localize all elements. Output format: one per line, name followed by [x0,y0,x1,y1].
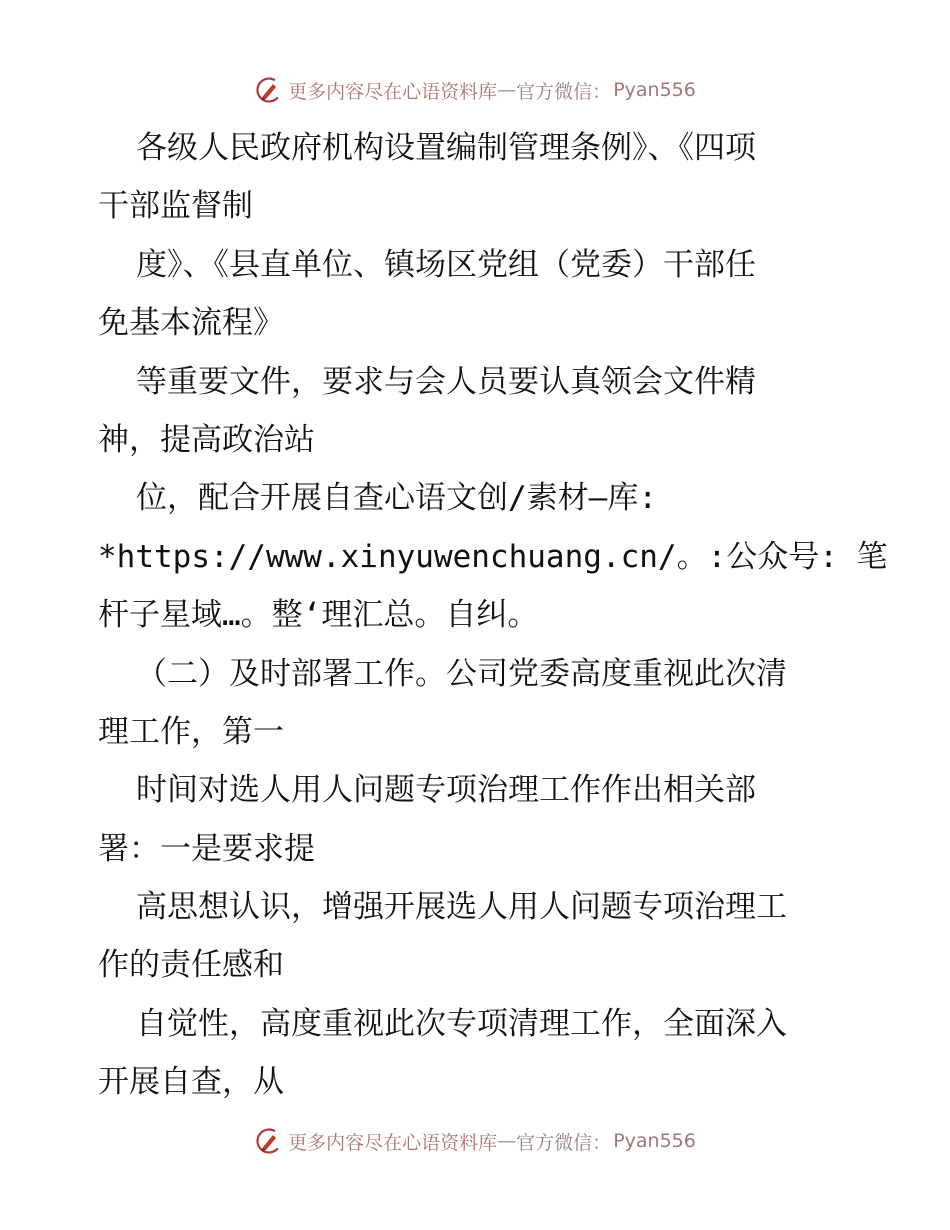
watermark-wechat-handle: Pyan556 [613,1130,696,1152]
watermark-main-text: 更多内容尽在心语资料库 [288,80,498,103]
text-line: 神，提高政治站 [98,421,315,458]
watermark-wechat-handle: Pyan556 [613,79,696,101]
text-line: 开展自查，从 [98,1064,284,1101]
text-line: 高思想认识，增强开展选人用人问题专项治理工 [136,889,787,926]
text-line: 作的责任感和 [98,947,284,984]
text-line: 等重要文件，要求与会人员要认真领会文件精 [136,363,756,400]
text-line: 杆子星域…。整‘理汇总。自纠。 [98,597,539,634]
watermark-dash: — [497,1130,517,1152]
text-line: 各级人民政府机构设置编制管理条例》、《四项 [136,130,756,166]
text-line: 自觉性，高度重视此次专项清理工作，全面深入 [136,1005,787,1042]
text-line: 干部监督制 [98,188,253,225]
watermark-main-text: 更多内容尽在心语资料库 [288,1131,498,1154]
text-line: *https://www.xinyuwenchuang.cn/。:公众号: 笔 [98,538,888,575]
watermark-wechat-label: 官方微信： [516,1131,612,1154]
document-body [98,119,888,1112]
text-line: 位，配合开展自查心语文创/素材—库: [136,480,657,517]
text-line: 署：一是要求提 [98,830,315,867]
pen-swirl-logo-icon [254,1126,284,1156]
footer-watermark [0,1121,950,1161]
header-watermark [0,70,950,110]
watermark-wechat-label: 官方微信： [516,80,612,103]
text-line: （二）及时部署工作。公司党委高度重视此次清 [136,655,787,692]
text-line: 理工作，第一 [98,713,284,750]
watermark-dash: — [497,79,517,101]
text-line: 免基本流程》 [98,305,284,342]
pen-swirl-logo-icon [254,75,284,105]
text-line: 时间对选人用人问题专项治理工作作出相关部 [136,772,756,809]
text-line: 度》、《县直单位、镇场区党组（党委）干部任 [136,246,756,283]
